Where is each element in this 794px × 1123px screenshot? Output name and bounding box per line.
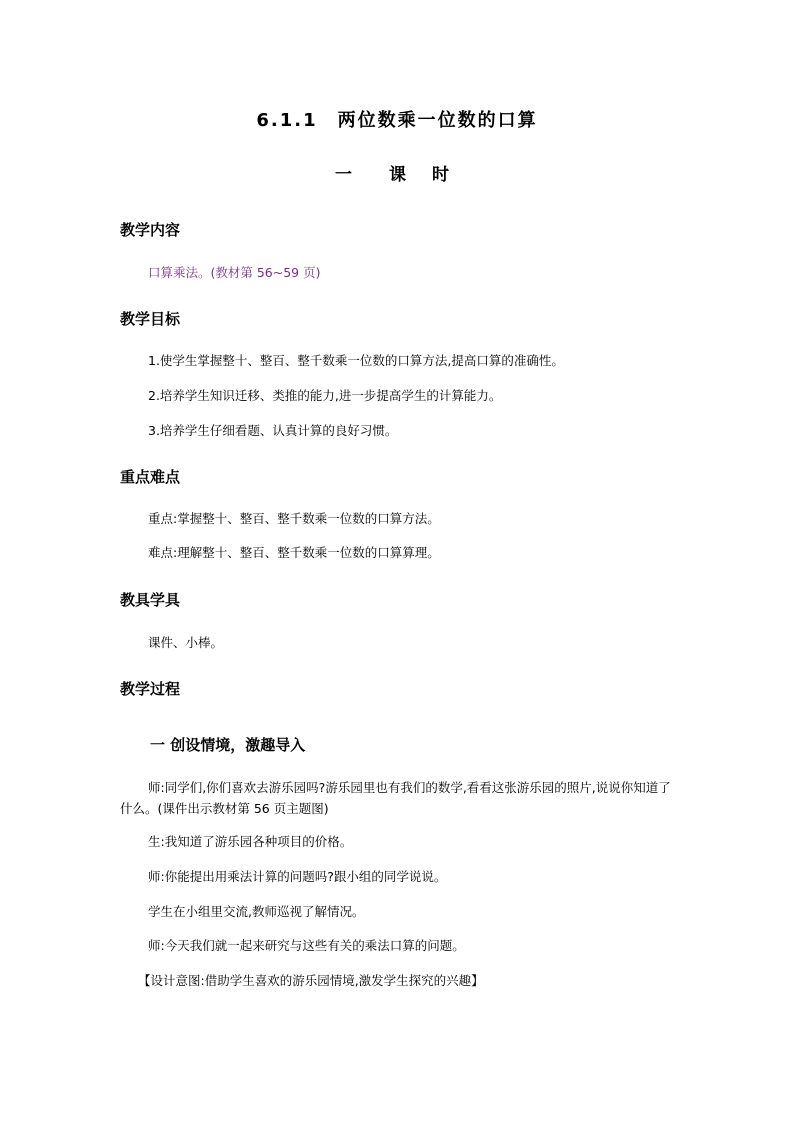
content-text: 口算乘法。(教材第 56~59 页) <box>148 265 321 280</box>
goal-item: 2.培养学生知识迁移、类推的能力,进一步提高学生的计算能力。 <box>148 388 502 403</box>
process-paragraph: 学生在小组里交流,教师巡视了解情况。 <box>148 904 365 919</box>
goal-item: 3.培养学生仔细看题、认真计算的良好习惯。 <box>148 423 398 438</box>
tools-text: 课件、小棒。 <box>148 635 224 650</box>
lesson-title: 6.1.1 两位数乘一位数的口算 <box>256 110 538 131</box>
design-intent-note: 【设计意图:借助学生喜欢的游乐园情境,激发学生探究的兴趣】 <box>138 973 484 988</box>
goal-item: 1.使学生掌握整十、整百、整千数乘一位数的口算方法,提高口算的准确性。 <box>148 353 564 368</box>
process-paragraph: 师:同学们,你们喜欢去游乐园吗?游乐园里也有我们的数学,看看这张游乐园的照片,说说你知道了什么。(课件出示教材第 56 页主题图) <box>120 780 671 816</box>
lesson-subtitle: 一 课 时 <box>335 165 459 185</box>
tools-heading: 教具学具 <box>120 591 181 609</box>
process-paragraph: 师:你能提出用乘法计算的问题吗?跟小组的同学说说。 <box>148 869 447 884</box>
process-heading: 教学过程 <box>120 680 181 698</box>
content-heading: 教学内容 <box>120 221 181 239</box>
key-points-heading: 重点难点 <box>120 468 181 486</box>
goals-heading: 教学目标 <box>120 310 181 328</box>
process-paragraph: 师:今天我们就一起来研究与这些有关的乘法口算的问题。 <box>148 938 465 953</box>
key-point-item: 重点:掌握整十、整百、整千数乘一位数的口算方法。 <box>148 511 440 526</box>
key-point-item: 难点:理解整十、整百、整千数乘一位数的口算算理。 <box>148 545 440 560</box>
step1-heading: 一 创设情境，激趣导入 <box>150 736 306 754</box>
process-paragraph: 生:我知道了游乐园各种项目的价格。 <box>148 834 353 849</box>
